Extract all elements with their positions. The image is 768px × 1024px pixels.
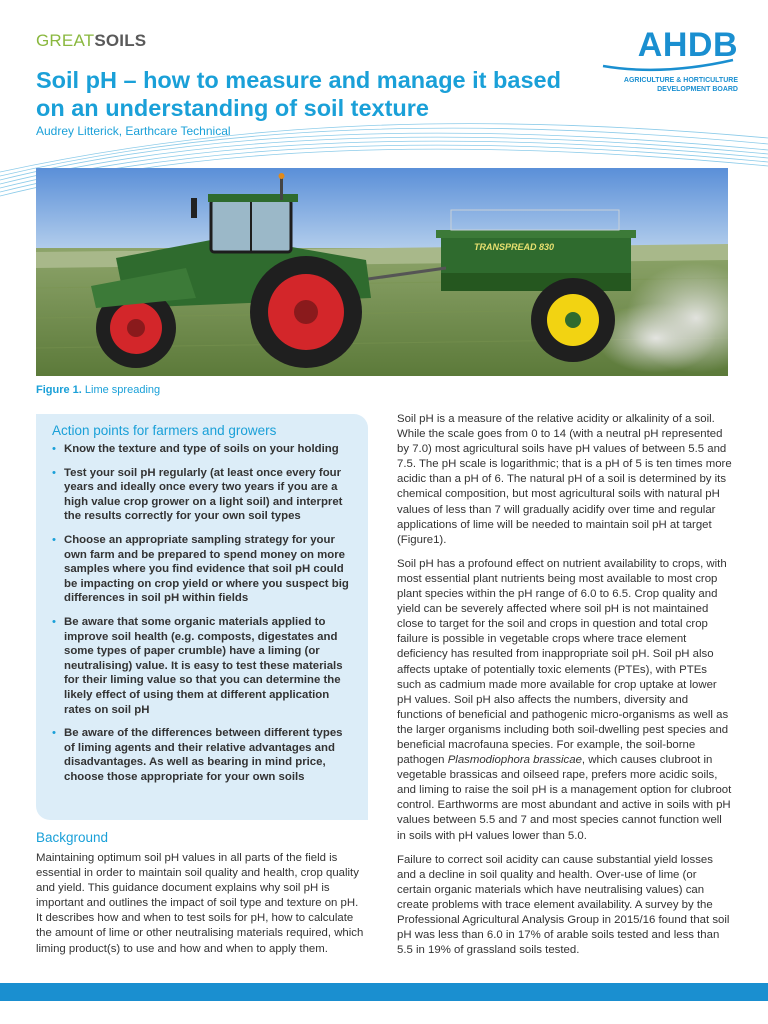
paragraph-ph-definition: Soil pH is a measure of the relative acidity or alkalinity of a soil. While the scale goes from 0 to 14 (with a neutral pH represented by 7.0) most agricultural soils have pH values of between 5.5 and 7.5. The pH scale is logarithmic; that is a pH of 5 is ten times more acidic than a pH of 6. The natural pH of a soil is determined by its chemical composition, but most agricultural soils with natural pH values of less than 7 will gradually acidify over time and regular applications of lime will be needed to maintain soil pH at target (Figure1). bbox=[397, 413, 732, 546]
paragraph-text: , which causes clubroot in vegetable brassicas and oilseed rape, prefers more acidic soils, and liming to raise the soil pH is a management option for clubroot control. Earthworms are most abundant and active in soils with pH values between 5.5 and 7 and most species cannot function well in soils with pH values lower than 5.0. bbox=[397, 754, 732, 842]
author-line: Audrey Litterick, Earthcare Technical bbox=[36, 124, 231, 138]
bullet-icon: • bbox=[52, 466, 56, 479]
bullet-icon: • bbox=[52, 615, 56, 628]
figure-label: Figure 1. bbox=[36, 384, 82, 396]
paragraph-text: Soil pH has a profound effect on nutrient availability to crops, with most essential plant nutrients being most available to most crop plant species within the pH range of 6.0 to 6.5. Crop quality and yield can be severely affected where soil pH is not maintained close to target for the soil and crops in question and total crop failure is possible in vegetable crops where trace element deficiency has resulted from inappropriate soil pH. Soil pH also affects uptake of potentially toxic elements (PTEs), with PTEs such as cadmium made more available for crop uptake at lower pH values. Soil pH also affects the numbers, diversity and functions of beneficial and pathogenic micro-organisms as well as the larger organisms including both soil-dwelling pest species and beneficial macrofauna species. For example, the soil-borne pathogen bbox=[397, 557, 729, 767]
logo-line1: AGRICULTURE & HORTICULTURE bbox=[623, 77, 738, 84]
series-label bbox=[36, 31, 146, 51]
paragraph-ph-effects bbox=[397, 557, 732, 844]
bullet-icon: • bbox=[52, 443, 56, 455]
list-item-text: Know the texture and type of soils on your holding bbox=[64, 443, 339, 455]
bullet-icon: • bbox=[52, 533, 56, 546]
page-title: Soil pH – how to measure and manage it based on an understanding of soil texture bbox=[36, 67, 561, 121]
logo-swoosh-icon bbox=[593, 58, 738, 74]
list-item bbox=[52, 533, 356, 606]
list-item bbox=[52, 442, 356, 457]
list-item bbox=[52, 726, 356, 784]
right-column bbox=[397, 412, 732, 967]
list-item bbox=[52, 615, 356, 717]
action-points-list bbox=[52, 442, 356, 784]
paragraph-acidity-failure: Failure to correct soil acidity can cause substantial yield losses and a decline in soil quality and health. Over-use of lime (or certain organic materials which have neutralising values) can create problems with trace element availability. A survey by the Professional Agricultural Analysis Group in 2015/16 found that soil pH was less than 6.0 in 17% of arable soils tested and less than 5.5 in 19% of grassland soils tested. bbox=[397, 853, 730, 957]
action-points-heading: Action points for farmers and growers bbox=[52, 423, 277, 438]
list-item-text: Choose an appropriate sampling strategy for your own farm and be prepared to spend money on more samples where you find evidence that soil pH could be impacting on crop yield or where you suspect big differences in soil pH within fields bbox=[64, 533, 349, 605]
pathogen-name: Plasmodiophora brassicae bbox=[447, 754, 582, 767]
logo-line2: DEVELOPMENT BOARD bbox=[657, 86, 738, 93]
background-text: Maintaining optimum soil pH values in all parts of the field is essential in order to maintain soil quality and health, crop quality and yield. This guidance document explains why soil pH is important and outlines the impact of soil type and texture on pH. It describes how and when to test soils for pH, how to calculate the amount of lime or other neutralising materials required, which liming product(s) to use and how and when to apply them. bbox=[36, 852, 364, 955]
series-great: GREAT bbox=[36, 31, 95, 50]
spreader-text: TRANSPREAD 830 bbox=[474, 242, 555, 252]
list-item bbox=[52, 466, 356, 524]
list-item-text: Be aware that some organic materials applied to improve soil health (e.g. composts, digestates and some types of paper crumble) have a liming (or neutralising) value. It is easy to test these materials for their liming value so that you can determine the likely effect of using them at different application rates on soil pH bbox=[64, 615, 343, 716]
figure-caption bbox=[36, 384, 160, 396]
background-heading: Background bbox=[36, 830, 109, 845]
figure-text: Lime spreading bbox=[84, 384, 161, 396]
ahdb-logo bbox=[593, 28, 738, 94]
logo-word: AHDB bbox=[637, 26, 738, 64]
bullet-icon: • bbox=[52, 727, 56, 740]
list-item-text: Be aware of the differences between different types of liming agents and their relative advantages and disadvantages. As well as bearing in mind price, choose those appropriate for your own soils bbox=[64, 727, 343, 783]
lime-spreading-photo bbox=[36, 168, 728, 376]
series-soils: SOILS bbox=[94, 31, 147, 50]
action-points-box bbox=[36, 414, 368, 820]
footer-bar bbox=[0, 983, 768, 1001]
list-item-text: Test your soil pH regularly (at least once every four years and ideally once every two years if you are a high value crop grower on a light soil) and interpret the results correctly for your own soil types bbox=[64, 466, 343, 523]
